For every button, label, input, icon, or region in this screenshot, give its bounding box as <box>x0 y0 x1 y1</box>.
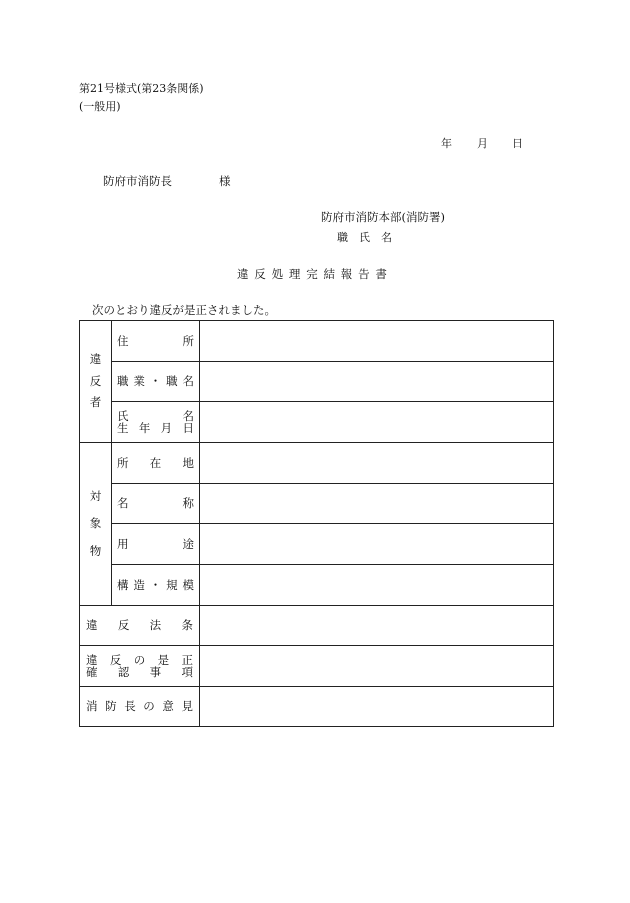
intro-text: 次のとおり違反が是正されました。 <box>92 303 276 317</box>
label-char: 対 <box>89 488 102 503</box>
label-char: 構 <box>117 577 129 592</box>
label-char: 規 <box>166 577 178 592</box>
label-char: 途 <box>182 536 194 551</box>
form-usage: (一般用) <box>79 100 121 113</box>
label-char: の <box>143 699 155 714</box>
form-number: 第21号様式(第23条関係) <box>79 82 204 95</box>
document-title: 違反処理完結報告書 <box>237 267 393 281</box>
violator-occupation-label <box>112 362 200 402</box>
label-char: ・ <box>149 374 162 389</box>
row-violator-address <box>80 321 554 362</box>
label-char: 反 <box>89 373 102 388</box>
row-chief-opinion <box>80 687 554 727</box>
label-char: 条 <box>181 618 193 633</box>
violator-occupation-field[interactable] <box>200 362 554 402</box>
row-violator-occupation <box>80 362 554 402</box>
label-char: 業 <box>133 374 145 389</box>
label-char: 職 <box>117 374 129 389</box>
label-char: 氏 <box>117 408 129 423</box>
object-location-field[interactable] <box>200 443 554 484</box>
label-char: 違 <box>89 351 102 366</box>
correction-confirmation-field[interactable] <box>200 646 554 687</box>
label-char: の <box>133 652 146 667</box>
label-char: 者 <box>89 395 102 410</box>
label-char: 日 <box>182 421 194 435</box>
label-char: 是 <box>157 652 170 667</box>
correction-confirmation-label <box>80 646 200 687</box>
label-char: 違 <box>86 618 98 633</box>
label-char: 地 <box>182 455 194 470</box>
addressee-name: 防府市消防長 <box>103 174 172 188</box>
violation-law-field[interactable] <box>200 606 554 646</box>
object-location-label <box>112 443 200 484</box>
label-char: 所 <box>182 333 194 348</box>
row-violator-name <box>80 402 554 443</box>
label-char: 名 <box>182 374 194 389</box>
label-char: 確 <box>86 665 98 679</box>
row-object-structure <box>80 565 554 606</box>
label-char: 正 <box>181 652 193 667</box>
object-group-label <box>80 443 112 606</box>
violator-name-birthdate-label <box>112 402 200 443</box>
label-char: 反 <box>109 652 122 667</box>
label-char: 在 <box>149 455 162 470</box>
label-char: 年 <box>138 421 151 435</box>
addressee-honorific: 様 <box>219 174 231 188</box>
report-table <box>79 320 554 727</box>
label-char: 意 <box>162 699 174 714</box>
chief-opinion-label <box>80 687 200 727</box>
label-char: 称 <box>182 496 194 511</box>
issuer-office: 防府市消防本部(消防署) <box>321 210 445 224</box>
row-object-name <box>80 484 554 524</box>
label-char: 用 <box>117 536 129 551</box>
label-char: 長 <box>124 699 136 714</box>
date-day-label: 日 <box>512 137 523 150</box>
object-use-field[interactable] <box>200 524 554 565</box>
date-year-label: 年 <box>441 137 452 150</box>
label-char: 所 <box>117 455 129 470</box>
label-char: 項 <box>181 665 193 679</box>
row-violation-law <box>80 606 554 646</box>
label-char: 物 <box>89 543 102 558</box>
chief-opinion-field[interactable] <box>200 687 554 727</box>
object-use-label <box>112 524 200 565</box>
label-char: 模 <box>182 577 194 592</box>
object-name-label <box>112 484 200 524</box>
violator-address-label <box>112 321 200 362</box>
label-char: 造 <box>133 577 145 592</box>
label-char: 名 <box>182 408 194 423</box>
label-char: 名 <box>117 496 129 511</box>
label-char: 反 <box>117 618 130 633</box>
label-char: 防 <box>105 699 117 714</box>
label-char: 象 <box>89 516 102 531</box>
violator-address-field[interactable] <box>200 321 554 362</box>
object-name-field[interactable] <box>200 484 554 524</box>
label-char: 月 <box>160 421 173 435</box>
violation-law-label <box>80 606 200 646</box>
label-char: 見 <box>181 699 193 714</box>
row-correction-confirmation <box>80 646 554 687</box>
label-char: 職 <box>166 374 178 389</box>
object-structure-label <box>112 565 200 606</box>
object-structure-field[interactable] <box>200 565 554 606</box>
violator-group-label <box>80 321 112 443</box>
label-char: 生 <box>117 421 129 435</box>
label-char: 違 <box>86 652 98 667</box>
label-char: ・ <box>149 577 162 592</box>
row-object-use <box>80 524 554 565</box>
violator-name-field[interactable] <box>200 402 554 443</box>
label-char: 消 <box>86 699 98 714</box>
row-object-location <box>80 443 554 484</box>
label-char: 法 <box>149 618 162 633</box>
issuer-name-label: 職氏名 <box>337 231 403 244</box>
label-char: 事 <box>149 665 162 679</box>
label-char: 住 <box>117 333 129 348</box>
label-char: 認 <box>117 665 130 679</box>
date-month-label: 月 <box>477 137 488 150</box>
